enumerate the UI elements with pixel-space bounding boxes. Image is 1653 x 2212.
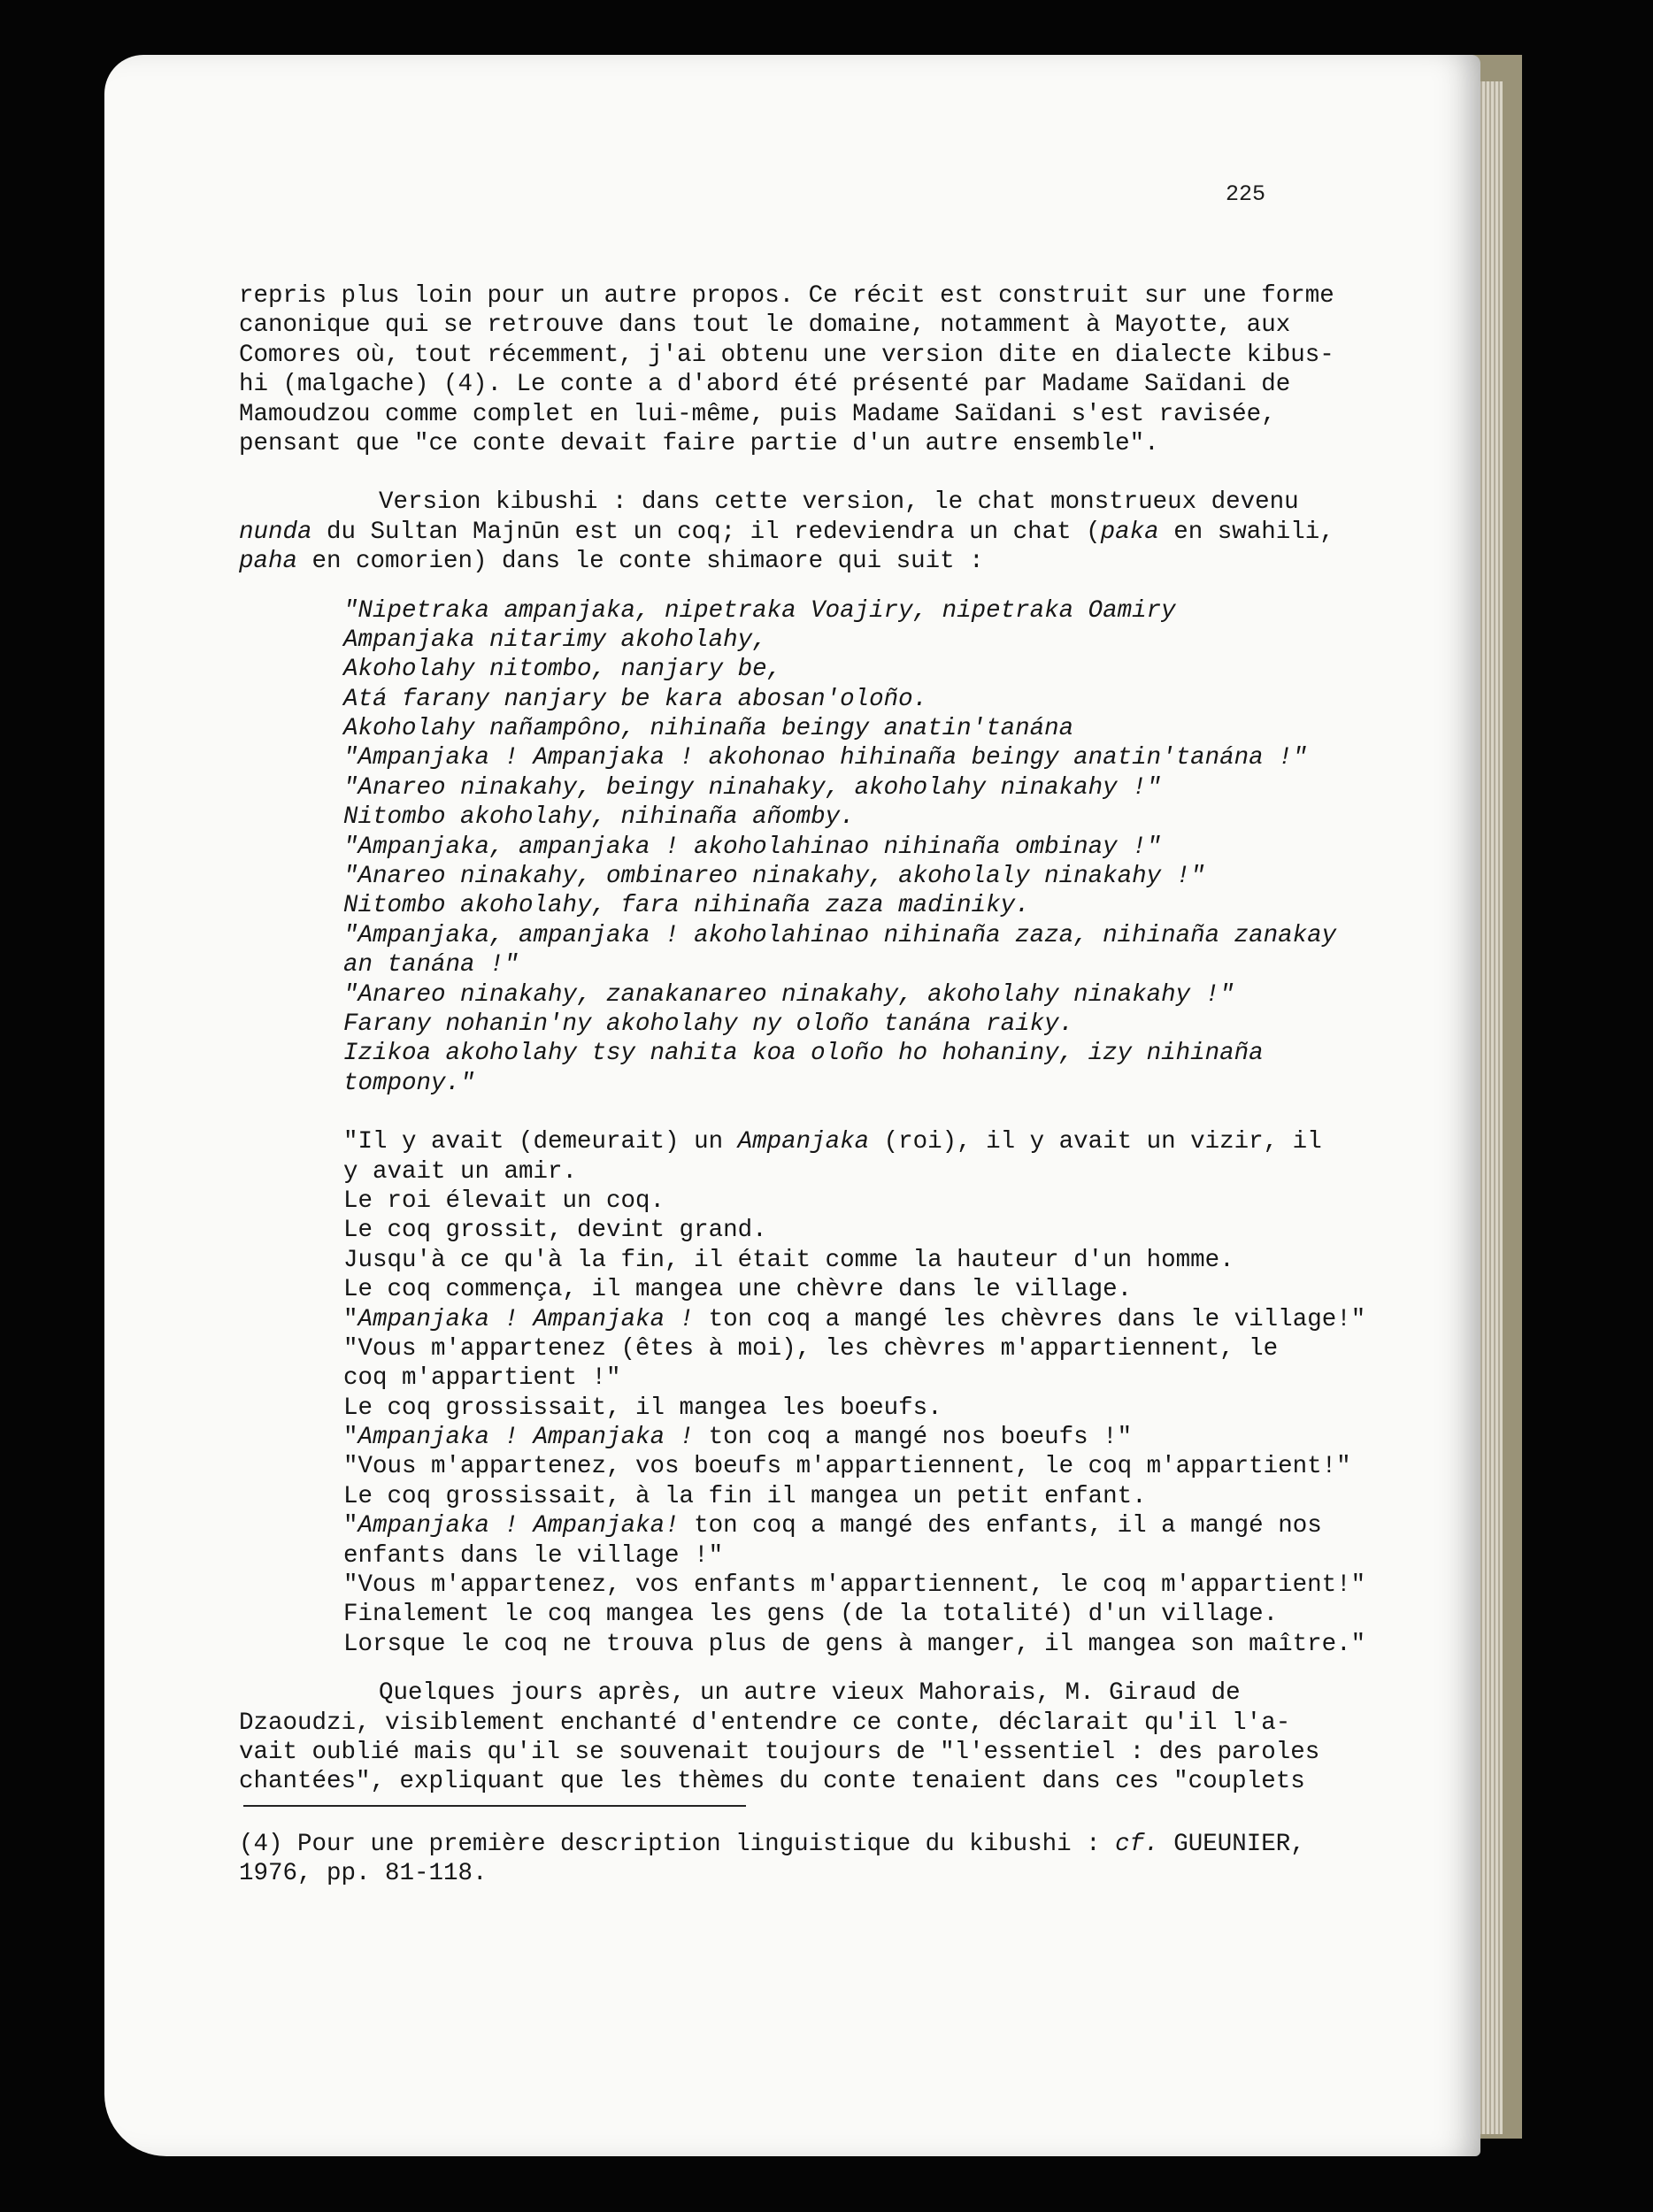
translation-line [239,1511,1322,1540]
text-run: Jusqu'à ce qu'à la fin, il était comme la hauteur d'un homme. [343,1246,1234,1274]
translation-line [239,1482,1319,1511]
tale-line: "Anareo ninakahy, beingy ninahaky, akoholahy ninakahy !" [343,773,1162,802]
text-run: " [343,1305,358,1333]
tale-line: Akoholahy nañampôno, nihinaña beingy anatin'tanána [343,715,1074,743]
text-line: Comores où, tout récemment, j'ai obtenu une version dite en dialecte kibus- [239,341,1334,369]
text-run: ton coq a mangé les chèvres dans le village!" [694,1305,1366,1333]
translation-line [239,1187,1319,1216]
italic-run: Ampanjaka ! Ampanjaka! [358,1512,680,1540]
text-run: (4) Pour une première description linguistique du kibushi : [239,1831,1116,1858]
translation-line [239,1394,1319,1423]
text-run: Le coq commença, il mangea une chèvre dans le village. [343,1276,1133,1304]
text-run: en swahili, [1158,518,1334,546]
text-run: (roi), il y avait un vizir, il [869,1128,1322,1156]
page-number: 225 [1226,181,1266,207]
text-run: Le roi élevait un coq. [343,1187,665,1215]
text-run: en comorien) dans le conte shimaore qui suit : [297,548,984,576]
tale-line: "Ampanjaka ! Ampanjaka ! akohonao hihinaña beingy anatin'tanána !" [343,744,1308,772]
kibushi-tale-text [239,596,1337,1099]
term-paka: paka [1100,518,1159,546]
text-run: ton coq a mangé nos boeufs !" [694,1424,1133,1452]
translation-line [239,1571,1366,1600]
text-line: repris plus loin pour un autre propos. Ce récit est construit sur une forme [239,282,1334,310]
tale-line: Nitombo akoholahy, fara nihinaña zaza madiniky. [343,892,1030,920]
term-nunda: nunda [239,518,312,546]
italic-run: Ampanjaka ! Ampanjaka ! [358,1305,695,1333]
text-run: Le coq grossissait, à la fin il mangea un petit enfant. [343,1482,1147,1510]
translation-line [239,1452,1351,1481]
tale-line: Atá farany nanjary be kara abosan'oloño. [343,685,928,713]
translation-line [239,1630,1366,1659]
text-line: chantées", expliquant que les thèmes du conte tenaient dans ces "couplets [239,1768,1305,1796]
italic-run: Ampanjaka [737,1128,870,1156]
tale-line: an tanána !" [343,951,519,979]
translation-line [239,1423,1319,1452]
footnote-separator [243,1805,746,1807]
text-run: Finalement le coq mangea les gens (de la totalité) d'un village. [343,1601,1279,1629]
text-run: " [343,1512,358,1540]
translation-line [239,1363,1319,1393]
term-paha: paha [239,548,298,576]
intro-paragraph [239,281,1334,458]
tale-line: Nitombo akoholahy, nihinaña añomby. [343,803,855,832]
version-paragraph [239,488,1334,576]
text-line: pensant que "ce conte devait faire partie d'un autre ensemble". [239,429,1159,457]
text-run: "Vous m'appartenez, vos boeufs m'appartiennent, le coq m'appartient!" [343,1453,1351,1481]
translation-line [239,1246,1319,1275]
tale-line: "Ampanjaka, ampanjaka ! akoholahinao nihinaña zaza, nihinaña zanakay [343,921,1337,949]
translation-line [239,1541,1319,1571]
text-run: du Sultan Majnūn est un coq; il redeviendra un chat ( [311,518,1101,546]
italic-run: Ampanjaka ! Ampanjaka ! [358,1424,695,1452]
translation-line [239,1305,1366,1334]
footnote-line [239,1830,1319,1859]
text-run: "Vous m'appartenez (êtes à moi), les chèvres m'appartiennent, le [343,1334,1279,1363]
text-run: ton coq a mangé des enfants, il a mangé nos [679,1512,1322,1540]
text-line: canonique qui se retrouve dans tout le domaine, notamment à Mayotte, aux [239,311,1291,340]
body-text [239,281,1366,1797]
text-line: Quelques jours après, un autre vieux Mahorais, M. Giraud de [379,1679,1241,1708]
text-run: Le coq grossissait, il mangea les boeufs. [343,1394,942,1422]
text-run: enfants dans le village !" [343,1541,724,1570]
text-line: hi (malgache) (4). Le conte a d'abord été présenté par Madame Saïdani de [239,371,1291,399]
footnote-line: 1976, pp. 81-118. [239,1860,488,1888]
closing-paragraph [239,1678,1319,1797]
text-run: Le coq grossit, devint grand. [343,1217,767,1245]
translation-line [239,1157,1319,1187]
translation-line [239,1600,1319,1629]
text-run: GUEUNIER, [1158,1831,1305,1858]
text-line: vait oublié mais qu'il se souvenait toujours de "l'essentiel : des paroles [239,1738,1320,1766]
french-translation [239,1127,1366,1659]
tale-line: "Ampanjaka, ampanjaka ! akoholahinao nihinaña ombinay !" [343,833,1162,861]
translation-line [239,1127,1322,1156]
text-line: Version kibushi : dans cette version, le chat monstrueux devenu [379,488,1299,517]
italic-run: cf. [1115,1831,1159,1858]
tale-line: Ampanjaka nitarimy akoholahy, [343,626,767,654]
text-line [239,518,1334,547]
text-run: "Vous m'appartenez, vos enfants m'appartiennent, le coq m'appartient!" [343,1571,1366,1600]
tale-line: "Anareo ninakahy, zanakanareo ninakahy, akoholahy ninakahy !" [343,980,1234,1009]
tale-line: Akoholahy nitombo, nanjary be, [343,656,782,684]
text-line [239,547,1319,576]
text-line: Mamoudzou comme complet en lui-même, puis Madame Saïdani s'est ravisée, [239,400,1276,428]
text-run: " [343,1424,358,1452]
text-line: Dzaoudzi, visiblement enchanté d'entendre ce conte, déclarait qu'il l'a- [239,1709,1291,1737]
text-run: Lorsque le coq ne trouva plus de gens à manger, il mangea son maître." [343,1630,1366,1658]
tale-line: Farany nohanin'ny akoholahy ny oloño tanána raiky. [343,1010,1074,1038]
tale-line: "Anareo ninakahy, ombinareo ninakahy, akoholaly ninakahy !" [343,863,1205,891]
translation-line [239,1275,1319,1304]
text-run: "Il y avait (demeurait) un [343,1128,738,1156]
tale-line: tompony." [343,1069,475,1097]
translation-line [239,1334,1319,1363]
tale-line: "Nipetraka ampanjaka, nipetraka Voajiry, nipetraka Oamiry [343,596,1176,625]
footnote [239,1830,1319,1889]
text-run: coq m'appartient !" [343,1364,621,1393]
translation-line [239,1216,1319,1245]
text-run: y avait un amir. [343,1157,578,1186]
tale-line: Izikoa akoholahy tsy nahita koa oloño ho hohaniny, izy nihinaña [343,1040,1264,1068]
